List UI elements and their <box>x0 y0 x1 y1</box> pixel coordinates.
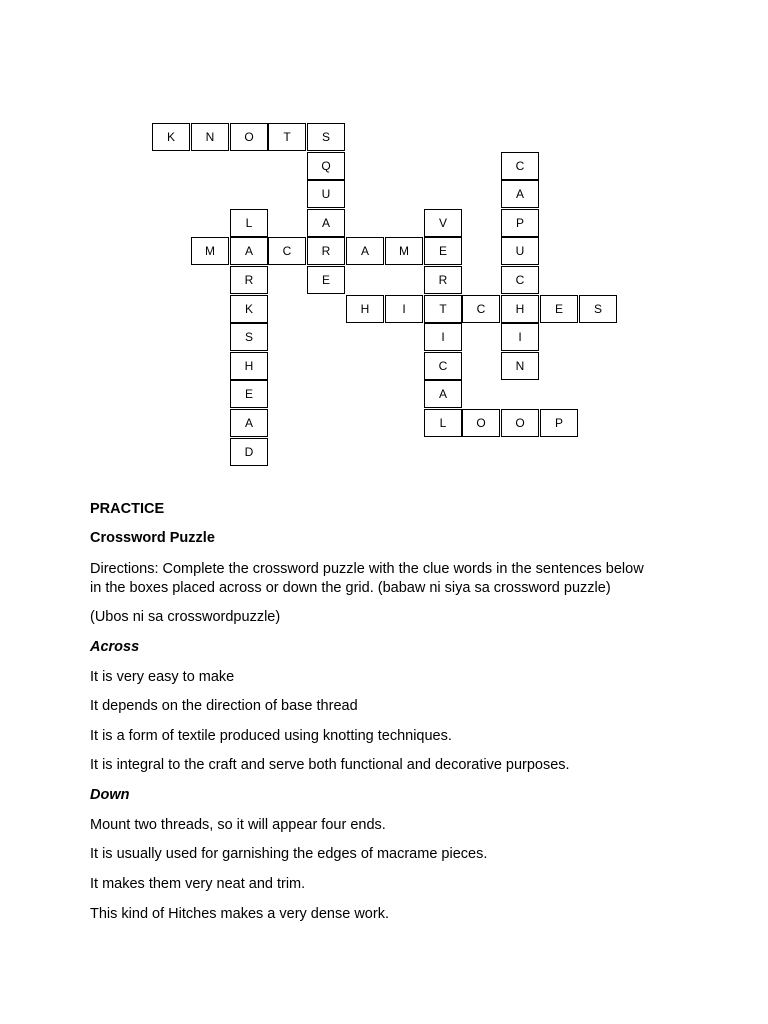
crossword-cell: U <box>307 180 345 208</box>
crossword-cell: H <box>346 295 384 323</box>
directions-line-2: in the boxes placed across or down the grid. (babaw ni siya sa crossword puzzle) <box>90 580 611 596</box>
crossword-cell: O <box>230 123 268 151</box>
crossword-cell: Q <box>307 152 345 180</box>
crossword-cell: C <box>501 266 539 294</box>
crossword-cell: N <box>501 352 539 380</box>
crossword-cell: R <box>307 237 345 265</box>
crossword-cell: A <box>424 380 462 408</box>
crossword-cell: A <box>307 209 345 237</box>
crossword-cell: K <box>230 295 268 323</box>
crossword-cell: A <box>501 180 539 208</box>
crossword-cell: M <box>385 237 423 265</box>
puzzle-title: Crossword Puzzle <box>90 530 215 546</box>
directions-line-1: Directions: Complete the crossword puzzle with the clue words in the sentences below <box>90 561 644 577</box>
crossword-cell: E <box>424 237 462 265</box>
crossword-cell: E <box>230 380 268 408</box>
across-clue: It is integral to the craft and serve both functional and decorative purposes. <box>90 757 570 773</box>
crossword-cell: I <box>501 323 539 351</box>
crossword-cell: L <box>230 209 268 237</box>
crossword-cell: A <box>346 237 384 265</box>
crossword-cell: O <box>462 409 500 437</box>
across-clue: It is a form of textile produced using knotting techniques. <box>90 728 452 744</box>
down-heading: Down <box>90 787 130 803</box>
crossword-cell: T <box>268 123 306 151</box>
crossword-cell: H <box>230 352 268 380</box>
section-title: PRACTICE <box>90 501 165 517</box>
down-clue: This kind of Hitches makes a very dense work. <box>90 906 389 922</box>
note: (Ubos ni sa crosswordpuzzle) <box>90 609 281 625</box>
crossword-cell: H <box>501 295 539 323</box>
crossword-cell: R <box>424 266 462 294</box>
crossword-cell: K <box>152 123 190 151</box>
crossword-cell: D <box>230 438 268 466</box>
crossword-cell: I <box>424 323 462 351</box>
across-heading: Across <box>90 639 140 655</box>
crossword-cell: A <box>230 409 268 437</box>
crossword-cell: N <box>191 123 229 151</box>
crossword-cell: L <box>424 409 462 437</box>
down-clue: It makes them very neat and trim. <box>90 876 306 892</box>
crossword-cell: T <box>424 295 462 323</box>
crossword-cell: S <box>230 323 268 351</box>
crossword-cell: M <box>191 237 229 265</box>
crossword-cell: C <box>462 295 500 323</box>
crossword-cell: V <box>424 209 462 237</box>
crossword-cell: O <box>501 409 539 437</box>
crossword-cell: S <box>579 295 617 323</box>
down-clue: Mount two threads, so it will appear four ends. <box>90 817 386 833</box>
crossword-cell: C <box>268 237 306 265</box>
crossword-grid <box>0 0 768 480</box>
crossword-cell: P <box>540 409 578 437</box>
across-clue: It is very easy to make <box>90 669 235 685</box>
crossword-cell: E <box>540 295 578 323</box>
crossword-cell: R <box>230 266 268 294</box>
down-clue: It is usually used for garnishing the edges of macrame pieces. <box>90 846 488 862</box>
crossword-cell: U <box>501 237 539 265</box>
crossword-cell: C <box>501 152 539 180</box>
crossword-cell: P <box>501 209 539 237</box>
across-clue: It depends on the direction of base thread <box>90 698 358 714</box>
crossword-cell: E <box>307 266 345 294</box>
crossword-cell: C <box>424 352 462 380</box>
crossword-cell: I <box>385 295 423 323</box>
crossword-cell: A <box>230 237 268 265</box>
crossword-cell: S <box>307 123 345 151</box>
